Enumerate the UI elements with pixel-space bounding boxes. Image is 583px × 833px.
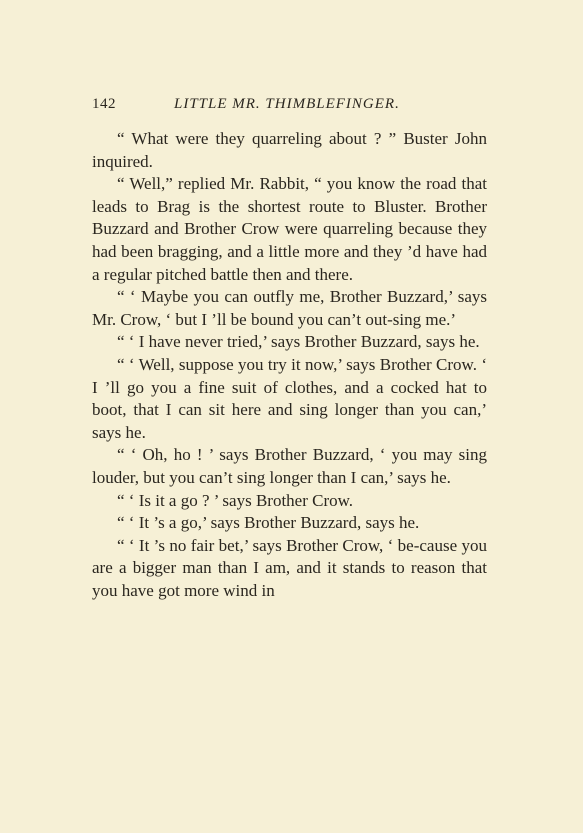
- page-number: 142: [92, 96, 116, 112]
- body-text: [92, 128, 487, 602]
- paragraph: “ ‘ Maybe you can outfly me, Brother Buzzard,’ says Mr. Crow, ‘ but I ’ll be bound you can’t out-sing me.’: [92, 287, 487, 329]
- page-header: [92, 96, 492, 118]
- paragraph: “ ‘ Is it a go ? ’ says Brother Crow.: [117, 490, 354, 510]
- paragraph: “ Well,” replied Mr. Rabbit, “ you know the road that leads to Brag is the shortest route to Bluster. Brother Buzzard and Brother Crow were quarreling because they had been bragging, and a little more and they ’d have had a regular pitched battle then and there.: [92, 174, 487, 284]
- paragraph: “ ‘ It ’s no fair bet,’ says Brother Crow, ‘ be-cause you are a bigger man than I am, and it stands to reason that you have got more wind in: [92, 535, 487, 600]
- paragraph: “ ‘ I have never tried,’ says Brother Buzzard, says he.: [117, 332, 480, 352]
- paragraph: “ What were they quarreling about ? ” Buster John inquired.: [92, 129, 487, 171]
- running-title: LITTLE MR. THIMBLEFINGER.: [174, 96, 400, 112]
- paragraph: “ ‘ Oh, ho ! ’ says Brother Buzzard, ‘ you may sing louder, but you can’t sing longer than I can,’ says he.: [92, 445, 487, 487]
- paragraph: “ ‘ It ’s a go,’ says Brother Buzzard, says he.: [117, 513, 420, 533]
- paragraph: “ ‘ Well, suppose you try it now,’ says Brother Crow. ‘ I ’ll go you a fine suit of clothes, and a cocked hat to boot, that I can sit here and sing longer than you can,’ says he.: [92, 354, 487, 442]
